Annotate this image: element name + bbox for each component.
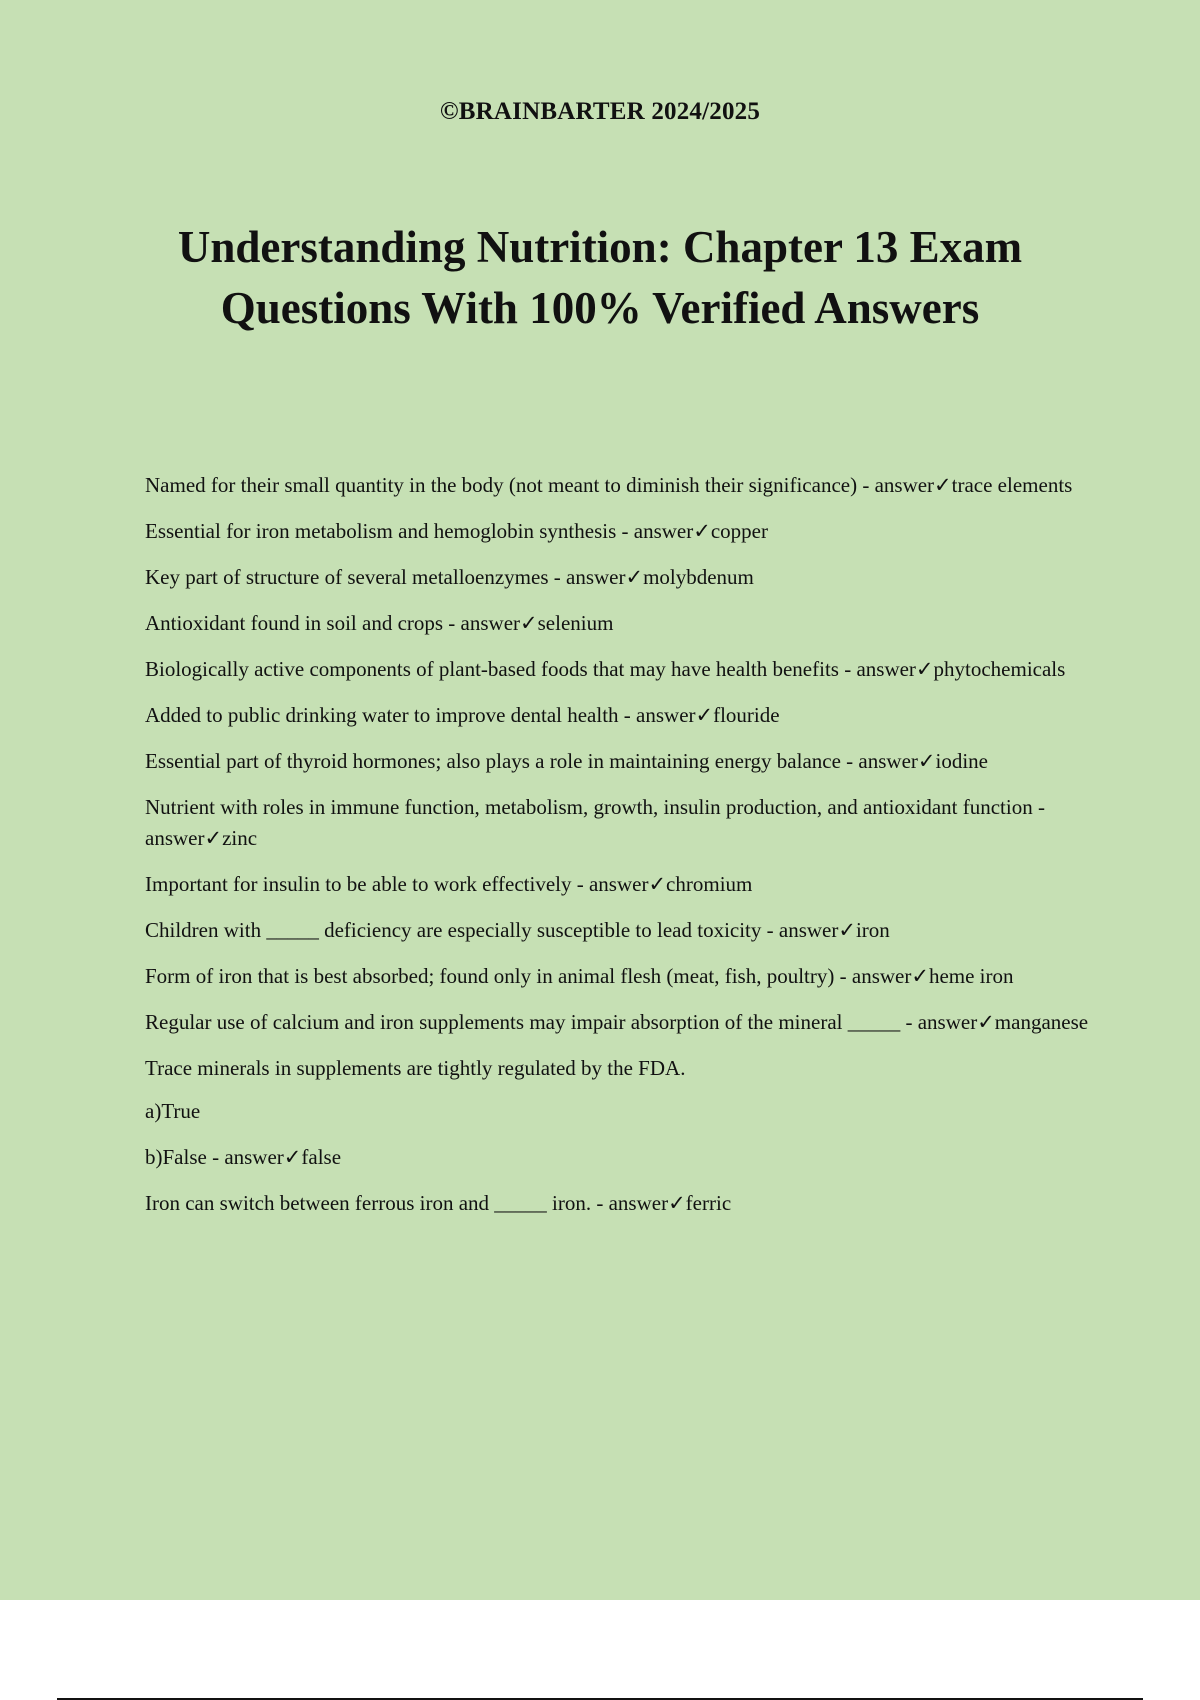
qa-item: Regular use of calcium and iron supplements may impair absorption of the mineral _____ - answer✓manganese	[145, 1010, 1089, 1034]
document-title	[100, 217, 1100, 339]
title-line-2: Questions With 100% Verified Answers	[220, 283, 980, 333]
qa-item: Nutrient with roles in immune function, metabolism, growth, insulin production, and antioxidant function - answer✓zinc	[145, 795, 1045, 850]
qa-item: Biologically active components of plant-based foods that may have health benefits - answer✓phytochemicals	[145, 657, 1066, 681]
qa-item: Essential for iron metabolism and hemoglobin synthesis - answer✓copper	[145, 519, 768, 543]
qa-item: Important for insulin to be able to work effectively - answer✓chromium	[145, 872, 753, 896]
qa-item: Named for their small quantity in the body (not meant to diminish their significance) - answer✓trace elements	[145, 473, 1073, 497]
qa-item: Children with _____ deficiency are especially susceptible to lead toxicity - answer✓iron	[145, 918, 890, 942]
title-line-1: Understanding Nutrition: Chapter 13 Exam	[177, 222, 1023, 272]
qa-item: Essential part of thyroid hormones; also plays a role in maintaining energy balance - answer✓iodine	[145, 749, 988, 773]
qa-item: Trace minerals in supplements are tightly regulated by the FDA.	[145, 1056, 686, 1080]
qa-option: a)True	[145, 1099, 201, 1123]
qa-option: b)False - answer✓false	[145, 1145, 342, 1169]
qa-item: Antioxidant found in soil and crops - answer✓selenium	[145, 611, 614, 635]
copyright-header: ©BRAINBARTER 2024/2025	[439, 98, 761, 125]
qa-item: Key part of structure of several metalloenzymes - answer✓molybdenum	[145, 565, 754, 589]
qa-item: Added to public drinking water to improve dental health - answer✓flouride	[145, 703, 780, 727]
qa-item: Iron can switch between ferrous iron and _____ iron. - answer✓ferric	[145, 1191, 732, 1215]
question-answer-list	[145, 470, 1090, 1234]
qa-item: Form of iron that is best absorbed; found only in animal flesh (meat, fish, poultry) - answer✓heme iron	[145, 964, 1014, 988]
